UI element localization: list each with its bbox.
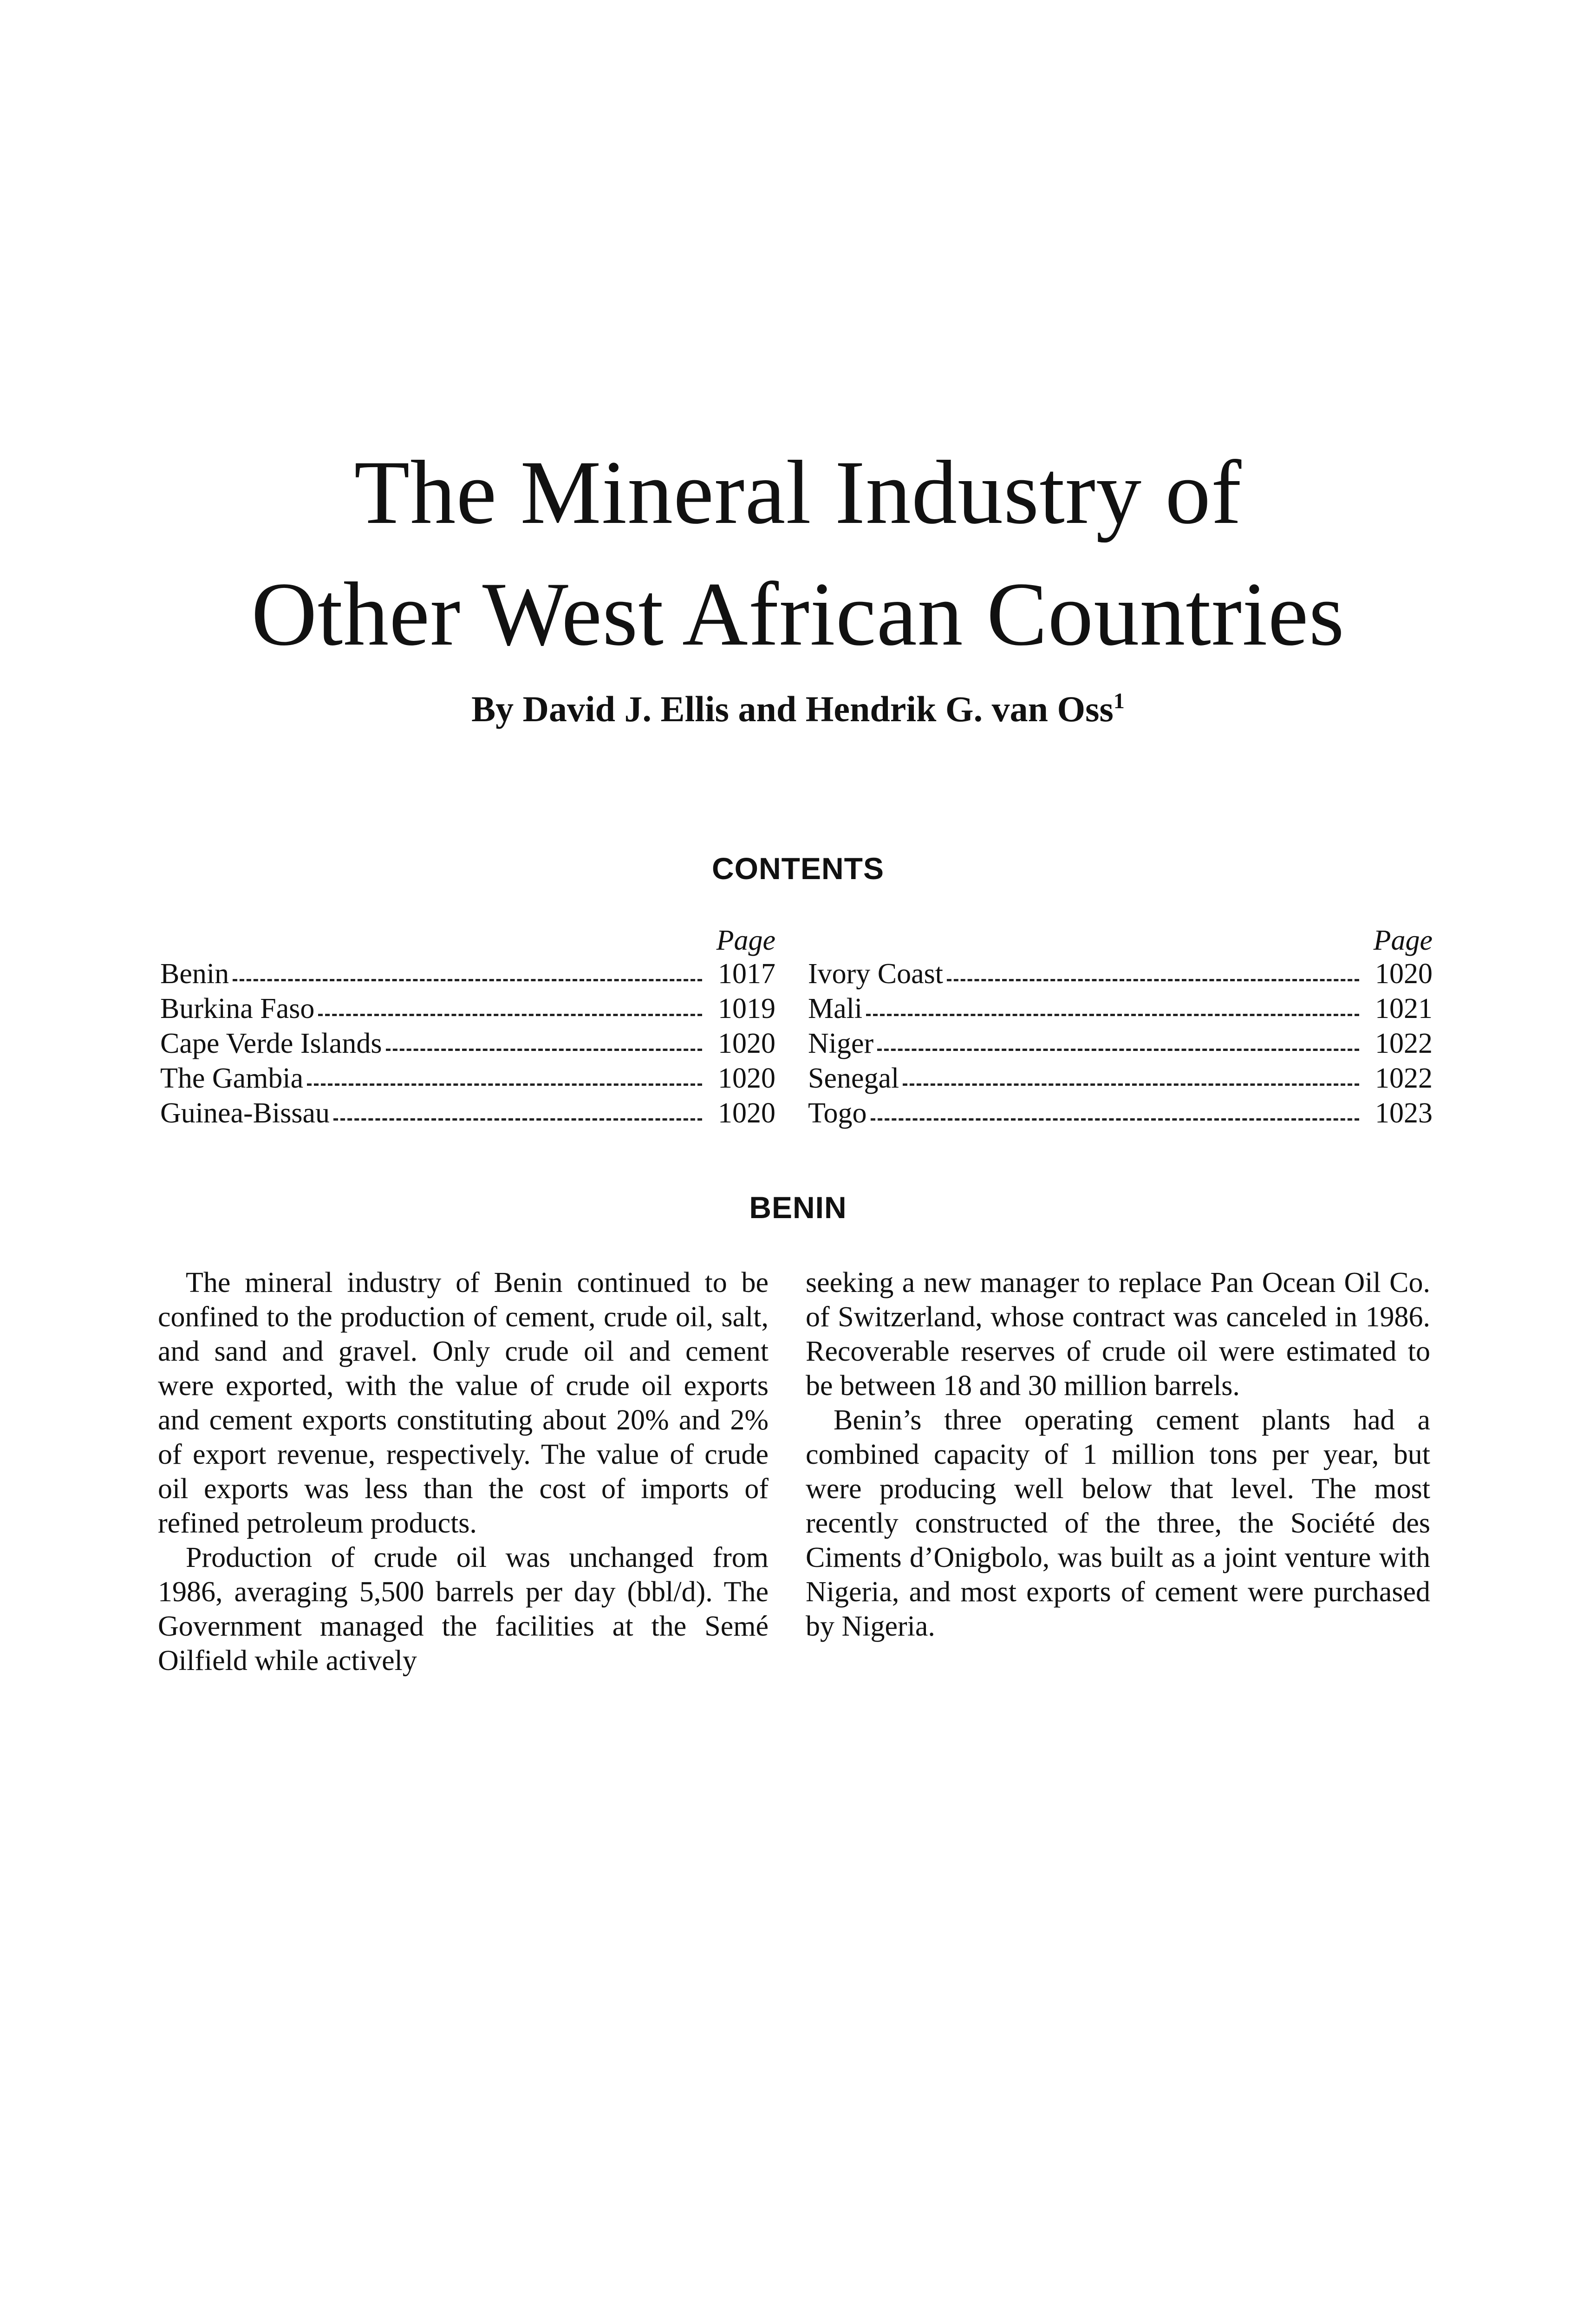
title-line-2: Other West African Countries: [251, 564, 1345, 665]
dot-leader: [333, 1118, 702, 1121]
title-line-1: The Mineral Industry of: [354, 442, 1242, 543]
toc-entry-page: 1022: [1375, 1028, 1433, 1059]
byline-authors: By David J. Ellis and Hendrik G. van Oss: [471, 689, 1114, 729]
toc-entry[interactable]: [160, 1026, 775, 1061]
body-paragraph-continued: seeking a new manager to replace Pan Ocean Oil Co. of Switzerland, whose contract was canceled in 1986. Recoverable reserves of crude oil were estimated to be between 18 and 30 million barrels.: [806, 1267, 1430, 1402]
toc-entry-page: 1017: [718, 958, 775, 990]
body-column-left: [158, 1265, 769, 1678]
toc-entry-name: The Gambia: [160, 1063, 304, 1094]
toc-entry[interactable]: [808, 957, 1433, 991]
section-heading-benin: BENIN: [749, 1190, 847, 1225]
contents-heading: CONTENTS: [712, 851, 884, 886]
toc-entry-page: 1019: [718, 993, 775, 1024]
toc-entry-page: 1020: [1375, 958, 1433, 990]
dot-leader: [871, 1118, 1359, 1121]
toc-entry-page: 1023: [1375, 1097, 1433, 1129]
toc-entry-name: Benin: [160, 958, 229, 990]
toc-entry-name: Ivory Coast: [808, 958, 944, 990]
toc-entry-name: Togo: [808, 1097, 867, 1129]
dot-leader: [903, 1083, 1359, 1086]
toc-entry-name: Guinea-Bissau: [160, 1097, 330, 1129]
toc-entry[interactable]: [160, 1096, 775, 1131]
toc-entry-name: Mali: [808, 993, 863, 1024]
toc-entry-page: 1020: [718, 1097, 775, 1129]
toc-entry-name: Cape Verde Islands: [160, 1028, 382, 1059]
toc-entry[interactable]: [808, 1096, 1433, 1131]
toc-entry-page: 1022: [1375, 1063, 1433, 1094]
dot-leader: [386, 1049, 702, 1051]
toc-entry[interactable]: [808, 991, 1433, 1026]
dot-leader: [318, 1014, 702, 1016]
toc-entry-page: 1021: [1375, 993, 1433, 1024]
page-title: [0, 432, 1596, 675]
body-paragraph: Benin’s three operating cement plants had a combined capacity of 1 million tons per year, but were producing well below that level. The most recently constructed of the three, the Société des Ciments d’Onigbolo, was built as a joint venture with Nigeria, and most exports of cement were purchased by Nigeria.: [806, 1404, 1430, 1642]
toc-entry[interactable]: [160, 957, 775, 991]
toc-entry-page: 1020: [718, 1063, 775, 1094]
body-paragraph: Production of crude oil was unchanged from 1986, averaging 5,500 barrels per day (bbl/d). The Government managed the facilities at the Semé Oilfield while actively: [158, 1542, 769, 1676]
toc-entry[interactable]: [808, 1026, 1433, 1061]
dot-leader: [877, 1049, 1359, 1051]
dot-leader: [233, 979, 702, 981]
toc-entry[interactable]: [160, 991, 775, 1026]
toc-entry-name: Burkina Faso: [160, 993, 315, 1024]
toc-entry[interactable]: [160, 1061, 775, 1096]
toc-entry[interactable]: [808, 1061, 1433, 1096]
dot-leader: [307, 1083, 702, 1086]
body-column-right: [806, 1265, 1430, 1644]
body-paragraph: The mineral industry of Benin continued to be confined to the production of cement, crude oil, salt, and sand and gravel. Only crude oil and cement were exported, with the value of crude oil exports and cement exports constituting about 20% and 2% of export revenue, respectively. The value of crude oil exports was less than the cost of imports of refined petroleum products.: [158, 1267, 769, 1539]
contents-right-column: [808, 924, 1433, 1131]
toc-entry-name: Niger: [808, 1028, 874, 1059]
page-column-label: Page: [1373, 925, 1433, 956]
dot-leader: [866, 1014, 1359, 1016]
contents-left-column: [160, 924, 775, 1131]
toc-entry-name: Senegal: [808, 1063, 899, 1094]
byline: [0, 678, 1596, 732]
toc-entry-page: 1020: [718, 1028, 775, 1059]
footnote-marker[interactable]: 1: [1113, 689, 1125, 713]
dot-leader: [947, 979, 1359, 981]
page-column-label: Page: [716, 925, 775, 956]
